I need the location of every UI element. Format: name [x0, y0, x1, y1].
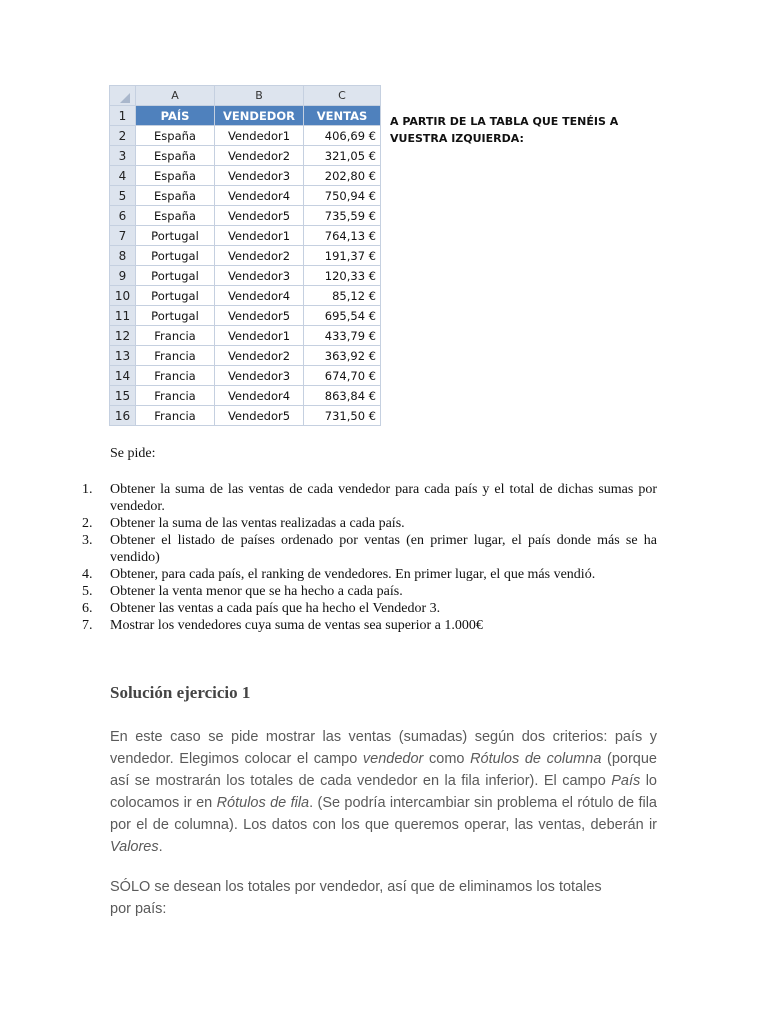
row-header[interactable]: 4 — [110, 166, 136, 186]
cell-pais[interactable]: Portugal — [136, 266, 215, 286]
cell-pais[interactable]: Francia — [136, 326, 215, 346]
spreadsheet-table — [109, 85, 381, 426]
table-row — [110, 166, 381, 186]
table-row — [110, 346, 381, 366]
row-header[interactable]: 6 — [110, 206, 136, 226]
text-run: lo colocamos ir en — [110, 773, 657, 811]
cell-vendedor[interactable]: Vendedor4 — [215, 186, 304, 206]
cell-vendedor[interactable]: Vendedor4 — [215, 286, 304, 306]
list-number: 4. — [82, 567, 93, 582]
se-pide-label: Se pide: — [110, 446, 156, 461]
list-text: Obtener, para cada país, el ranking de vendedores. En primer lugar, el que más vendió. — [110, 567, 596, 582]
text-run-italic: Rótulos de fila — [216, 795, 310, 811]
cell-ventas[interactable]: 863,84 € — [304, 386, 381, 406]
cell-ventas[interactable]: 406,69 € — [304, 126, 381, 146]
solution-title: Solución ejercicio 1 — [110, 683, 251, 702]
list-item — [60, 600, 657, 617]
cell-pais[interactable]: Portugal — [136, 246, 215, 266]
list-text: Mostrar los vendedores cuya suma de ventas sea superior a 1.000€ — [110, 618, 483, 633]
cell-pais[interactable]: España — [136, 166, 215, 186]
cell-vendedor[interactable]: Vendedor5 — [215, 306, 304, 326]
header-cell-pais: PAÍS — [136, 106, 215, 126]
list-number: 7. — [82, 618, 93, 633]
text-run-italic: vendedor — [362, 751, 424, 767]
list-item — [60, 617, 657, 634]
list-text: Obtener la suma de las ventas de cada vendedor para cada país y el total de dichas sumas por vendedor. — [110, 482, 657, 514]
cell-pais[interactable]: Francia — [136, 366, 215, 386]
header-cell-ventas: VENTAS — [304, 106, 381, 126]
table-row — [110, 266, 381, 286]
text-run-italic: Rótulos de columna — [470, 751, 602, 767]
row-header[interactable]: 2 — [110, 126, 136, 146]
list-number: 2. — [82, 516, 93, 531]
cell-vendedor[interactable]: Vendedor3 — [215, 166, 304, 186]
cell-vendedor[interactable]: Vendedor4 — [215, 386, 304, 406]
row-header[interactable]: 12 — [110, 326, 136, 346]
cell-pais[interactable]: Portugal — [136, 226, 215, 246]
cell-ventas[interactable]: 764,13 € — [304, 226, 381, 246]
sheet-body — [110, 126, 381, 426]
list-item — [60, 481, 657, 515]
text-run-italic: Valores — [110, 839, 159, 855]
row-header[interactable]: 11 — [110, 306, 136, 326]
row-header[interactable]: 1 — [110, 106, 136, 126]
cell-pais[interactable]: Francia — [136, 406, 215, 426]
table-row — [110, 386, 381, 406]
cell-ventas[interactable]: 433,79 € — [304, 326, 381, 346]
cell-pais[interactable]: España — [136, 186, 215, 206]
list-number: 1. — [82, 482, 93, 497]
list-text: Obtener la suma de las ventas realizadas a cada país. — [110, 516, 405, 531]
list-number: 3. — [82, 533, 93, 548]
cell-pais[interactable]: España — [136, 146, 215, 166]
cell-vendedor[interactable]: Vendedor2 — [215, 246, 304, 266]
row-header[interactable]: 7 — [110, 226, 136, 246]
cell-ventas[interactable]: 120,33 € — [304, 266, 381, 286]
list-text: Obtener la venta menor que se ha hecho a cada país. — [110, 584, 403, 599]
task-list — [60, 481, 657, 634]
list-item — [60, 566, 657, 583]
cell-pais[interactable]: España — [136, 126, 215, 146]
cell-vendedor[interactable]: Vendedor1 — [215, 126, 304, 146]
row-header[interactable]: 3 — [110, 146, 136, 166]
cell-vendedor[interactable]: Vendedor1 — [215, 226, 304, 246]
table-row — [110, 126, 381, 146]
row-header[interactable]: 16 — [110, 406, 136, 426]
cell-ventas[interactable]: 674,70 € — [304, 366, 381, 386]
column-header-a[interactable]: A — [136, 86, 215, 106]
list-text: Obtener el listado de países ordenado por ventas (en primer lugar, el país donde más se ha vendido) — [110, 533, 657, 565]
table-row — [110, 186, 381, 206]
row-header[interactable]: 5 — [110, 186, 136, 206]
text-run: . (Se podría intercambiar sin problema el rótulo de fila por el de columna). Los datos con los que queremos operar, las ventas, deberán ir — [110, 795, 658, 833]
cell-ventas[interactable]: 731,50 € — [304, 406, 381, 426]
cell-ventas[interactable]: 202,80 € — [304, 166, 381, 186]
cell-pais[interactable]: Portugal — [136, 286, 215, 306]
text-run: SÓLO se desean los totales por vendedor, así que de eliminamos los totales — [110, 879, 602, 895]
solution-paragraph-2 — [110, 876, 657, 920]
table-row — [110, 206, 381, 226]
column-header-c[interactable]: C — [304, 86, 381, 106]
list-item — [60, 583, 657, 600]
table-row — [110, 306, 381, 326]
text-run: (porque así se mostrarán los totales de cada vendedor en la fila inferior). El campo — [110, 751, 657, 789]
row-header[interactable]: 13 — [110, 346, 136, 366]
cell-vendedor[interactable]: Vendedor3 — [215, 366, 304, 386]
cell-pais[interactable]: Francia — [136, 346, 215, 366]
row-header[interactable]: 8 — [110, 246, 136, 266]
text-run: como — [423, 751, 471, 767]
side-note: A PARTIR DE LA TABLA QUE TENÉIS A VUESTRA IZQUIERDA: — [390, 115, 619, 145]
cell-ventas[interactable]: 363,92 € — [304, 346, 381, 366]
list-number: 6. — [82, 601, 93, 616]
table-row — [110, 246, 381, 266]
cell-ventas[interactable]: 191,37 € — [304, 246, 381, 266]
solution-paragraph-1 — [110, 726, 657, 858]
cell-pais[interactable]: Francia — [136, 386, 215, 406]
cell-vendedor[interactable]: Vendedor3 — [215, 266, 304, 286]
row-header[interactable]: 14 — [110, 366, 136, 386]
cell-vendedor[interactable]: Vendedor5 — [215, 406, 304, 426]
column-header-b[interactable]: B — [215, 86, 304, 106]
list-item — [60, 515, 657, 532]
select-all-corner[interactable] — [110, 86, 136, 106]
cell-pais[interactable]: Portugal — [136, 306, 215, 326]
list-number: 5. — [82, 584, 93, 599]
row-header[interactable]: 15 — [110, 386, 136, 406]
text-run: . — [158, 839, 163, 855]
row-header[interactable]: 9 — [110, 266, 136, 286]
cell-vendedor[interactable]: Vendedor2 — [215, 346, 304, 366]
cell-vendedor[interactable]: Vendedor5 — [215, 206, 304, 226]
header-cell-vendedor: VENDEDOR — [215, 106, 304, 126]
cell-ventas[interactable]: 695,54 € — [304, 306, 381, 326]
list-item — [60, 532, 657, 566]
table-row — [110, 366, 381, 386]
cell-ventas[interactable]: 321,05 € — [304, 146, 381, 166]
cell-pais[interactable]: España — [136, 206, 215, 226]
row-header[interactable]: 10 — [110, 286, 136, 306]
text-run: En este caso se pide mostrar las ventas (sumadas) según dos criterios: país y vendedor. Elegimos colocar el campo — [110, 729, 657, 767]
cell-ventas[interactable]: 735,59 € — [304, 206, 381, 226]
table-row — [110, 326, 381, 346]
table-row — [110, 226, 381, 246]
cell-ventas[interactable]: 750,94 € — [304, 186, 381, 206]
cell-vendedor[interactable]: Vendedor2 — [215, 146, 304, 166]
text-run-italic: País — [611, 773, 641, 789]
text-run: por país: — [110, 901, 167, 917]
table-row — [110, 286, 381, 306]
table-row — [110, 406, 381, 426]
list-text: Obtener las ventas a cada país que ha hecho el Vendedor 3. — [110, 601, 441, 616]
table-row — [110, 146, 381, 166]
cell-vendedor[interactable]: Vendedor1 — [215, 326, 304, 346]
cell-ventas[interactable]: 85,12 € — [304, 286, 381, 306]
